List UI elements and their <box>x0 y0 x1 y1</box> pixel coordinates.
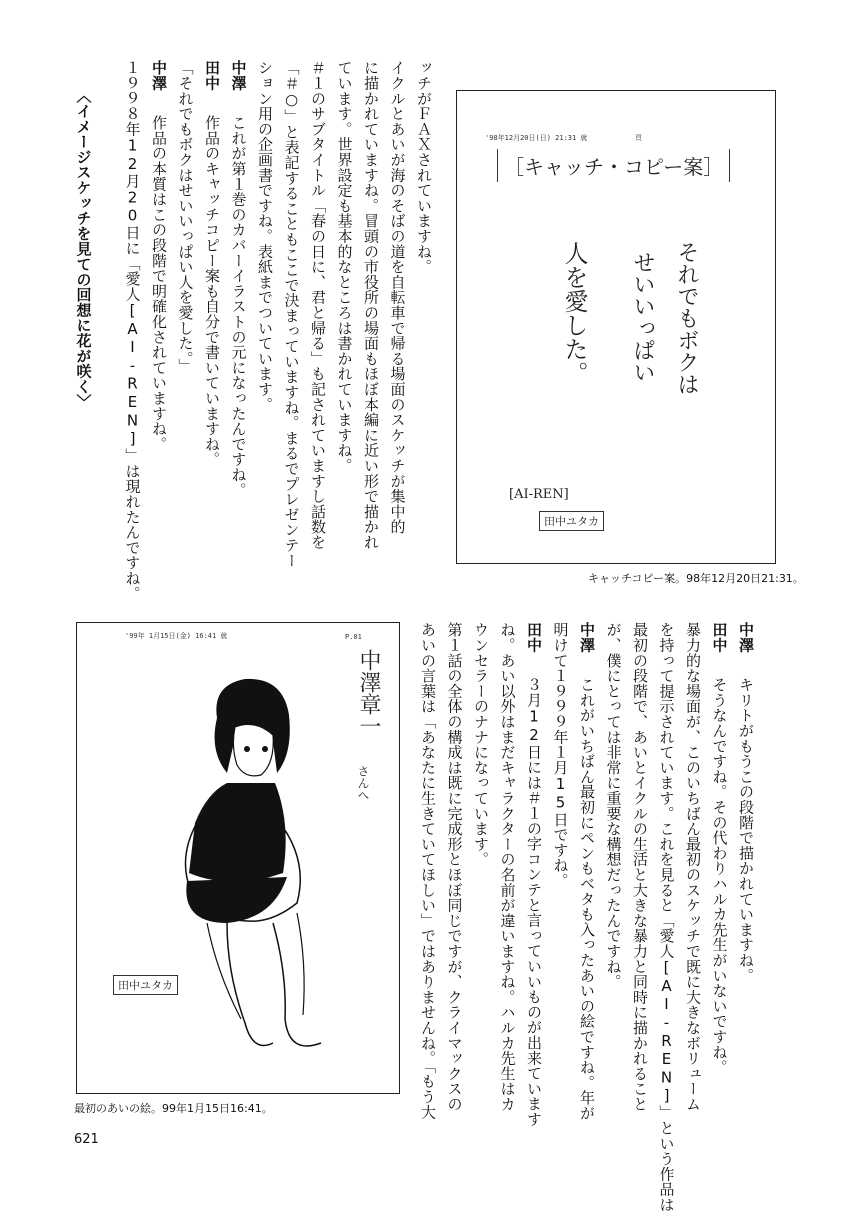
text-line: 「それでもボクはせいいっぱい人を愛した。」 <box>176 60 195 374</box>
catch-copy-line-3: 人を愛した。 <box>560 241 588 385</box>
addressee-suffix: さんへ <box>356 765 370 801</box>
text-line: あいの言葉は「あなたに生きていてほしい」ではありませんね。「もう大 <box>419 622 437 1120</box>
fax-page-mark: P.01 <box>345 633 362 641</box>
text-line: 「＃○」と表記することもここで決まっていますね。まるでプレゼンテー <box>282 60 301 568</box>
text-line: 第１話の全体の構成は既に完成形とほぼ同じですが、クライマックスの <box>445 622 464 1112</box>
text-line: ウンセラーのナナになっています。 <box>472 622 490 867</box>
dialogue-line: 中澤 これがいちばん最初にペンもベタも入ったあいの絵ですね。年が <box>578 622 596 1121</box>
speaker-label: 田中 <box>203 60 221 91</box>
catch-copy-line-2: せいいっぱい <box>630 251 655 383</box>
text-line: ション用の企画書ですね。表紙までついています。 <box>256 60 274 412</box>
addressee-name: 中澤章一 <box>356 649 381 737</box>
catch-copy-fax-image <box>456 90 776 564</box>
dialogue-line: 中澤 作品の本質はこの段階で明確化されていますね。 <box>150 60 168 452</box>
text-line: イクルとあいが海のそばの道を自転車で帰る場面のスケッチが集中的 <box>388 60 407 535</box>
signature: 田中ユタカ <box>113 975 178 995</box>
fax-header: '98年12月20日(日) 21:31 就 <box>485 134 588 142</box>
text-line: を持って提示されています。これを見ると「愛人[AI-REN]」という作品は <box>657 622 676 1212</box>
fax-page-mark: 頁 <box>635 134 642 142</box>
text-line: に描かれていますね。冒頭の市役所の場面もほぼ本編に近い形で描かれ <box>362 60 380 550</box>
page-number: 621 <box>74 1132 99 1147</box>
text-line: 最初の段階で、あいとイクルの生活と大きな暴力と同時に描かれること <box>631 622 649 1112</box>
dialogue-line: 田中 作品のキャッチコピー案も自分で書いていますね。 <box>203 60 221 467</box>
speaker-label: 中澤 <box>737 622 755 653</box>
speaker-label: 中澤 <box>578 622 596 653</box>
speaker-label: 田中 <box>710 622 729 653</box>
dialogue-line: 中澤 これが第１巻のカバーイラストの元になったんですね。 <box>229 60 248 498</box>
upper-dialogue <box>119 60 437 601</box>
caption-figure-1: キャッチコピー案。98年12月20日21:31。 <box>588 572 804 585</box>
text-line: ています。世界設定も基本的なところは書かれていますね。 <box>335 60 354 474</box>
section-heading: 〈イメージスケッチを見ての回想に花が咲く〉 <box>74 88 93 410</box>
dialogue-line: 田中 そうなんですね。その代わりハルカ先生がいないですね。 <box>710 622 729 1075</box>
text-line: が、僕にとっては非常に重要な構想だったんですね。 <box>604 622 623 990</box>
text-line: １９９８年12月20日に「愛人[AI-REN]」は現れたんですね。 <box>123 60 142 601</box>
text-line: 明けて１９９９年１月15日ですね。 <box>551 622 570 889</box>
speaker-label: 中澤 <box>150 60 168 91</box>
girl-illustration <box>77 623 397 1091</box>
catch-copy-line-1: それでもボクは <box>674 241 699 395</box>
text-line: ＃１のサブタイトル「春の日に、君と帰る」も記されていますし話数を <box>309 60 327 550</box>
signature: 田中ユタカ <box>539 511 604 531</box>
caption-figure-2: 最初のあいの絵。99年1月15日16:41。 <box>74 1102 273 1115</box>
text-line: 暴力的な場面が、このいちばん最初のスケッチで既に大きなボリューム <box>684 622 702 1112</box>
speaker-label: 中澤 <box>229 60 248 91</box>
speaker-label: 田中 <box>525 622 543 653</box>
catch-copy-title: ［キャッチ・コピー案］ <box>497 149 730 182</box>
dialogue-line: 中澤 キリトがもうこの段階で描かれていますね。 <box>737 622 755 983</box>
dialogue-line: 田中 ３月12日には＃１の字コンテと言っていいものが出来ています <box>525 622 543 1127</box>
ai-ren-logo-text: [AI-REN] <box>509 487 569 502</box>
lower-dialogue <box>415 622 760 1212</box>
text-line: ね。あい以外はまだキャラクターの名前が違いますね。ハルカ先生はカ <box>498 622 517 1112</box>
first-ai-drawing-image <box>76 622 400 1094</box>
fax-header: '99年 1月15日(金) 16:41 就 <box>125 632 228 640</box>
text-line: ッチがＦＡＸされていますね。 <box>415 60 433 275</box>
